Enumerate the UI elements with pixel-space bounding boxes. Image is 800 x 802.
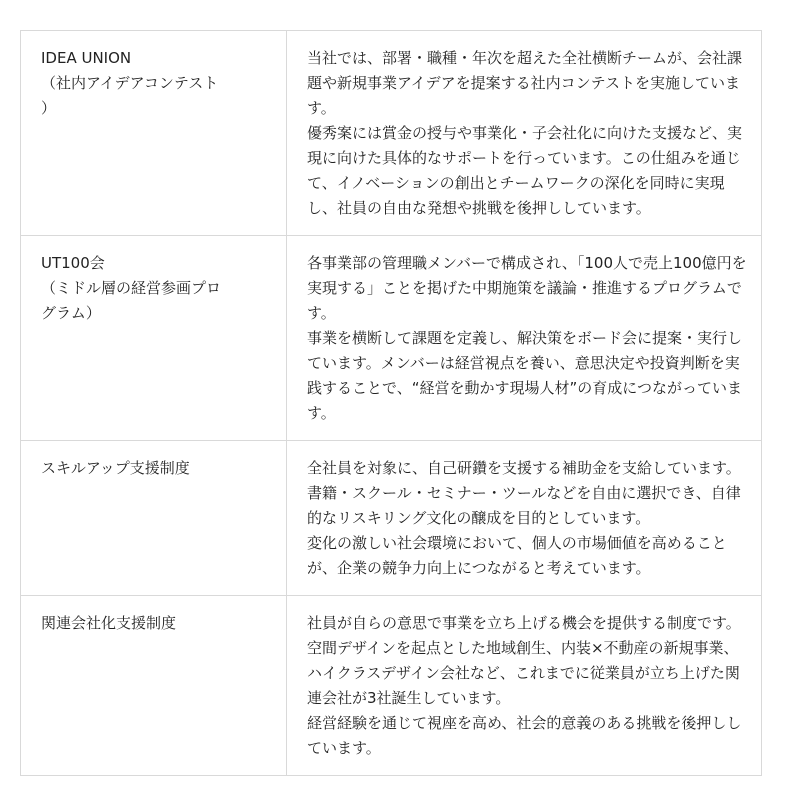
program-description-cell (287, 441, 762, 596)
program-name-line: UT100会 (41, 254, 105, 272)
description-paragraph: 優秀案には賞金の授与や事業化・子会社化に向けた支援など、実現に向けた具体的なサポートを行っています。この仕組みを通じて、イノベーションの創出とチームワークの深化を同時に実現し、社員の自由な発想や挑戦を後押ししています。 (307, 124, 743, 217)
program-name-line: スキルアップ支援制度 (41, 459, 190, 477)
program-description-cell (287, 236, 762, 441)
program-name-line: （ミドル層の経営参画プロ (41, 279, 222, 297)
description-paragraph: 社員が自らの意思で事業を立ち上げる機会を提供する制度です。空間デザインを起点とした地域創生、内装×不動産の新規事業、ハイクラスデザイン会社など、これまでに従業員が立ち上げた関連会社が3社誕生しています。 (307, 614, 741, 707)
program-name-cell (21, 31, 287, 236)
program-name-cell (21, 441, 287, 596)
program-table (20, 30, 762, 776)
description-paragraph: 事業を横断して課題を定義し、解決策をボード会に提案・実行しています。メンバーは経営視点を養い、意思決定や投資判断を実践することで、“経営を動かす現場人材”の育成につながっています。 (307, 329, 743, 422)
description-paragraph: 変化の激しい社会環境において、個人の市場価値を高めることが、企業の競争力向上につながると考えています。 (307, 534, 727, 577)
description-paragraph: 各事業部の管理職メンバーで構成され、「100人で売上100億円を実現する」ことを掲げた中期施策を議論・推進するプログラムです。 (307, 254, 747, 322)
program-description-cell (287, 31, 762, 236)
description-paragraph: 経営経験を通じて視座を高め、社会的意義のある挑戦を後押ししています。 (307, 714, 742, 757)
program-name-line: 関連会社化支援制度 (41, 614, 177, 632)
program-name-line: ） (41, 99, 57, 117)
program-name-line: グラム） (41, 304, 101, 322)
description-paragraph: 当社では、部署・職種・年次を超えた全社横断チームが、会社課題や新規事業アイデアを提案する社内コンテストを実施しています。 (307, 49, 743, 117)
program-description-cell (287, 596, 762, 776)
table-row (21, 236, 762, 441)
program-name-cell (21, 596, 287, 776)
table-row (21, 596, 762, 776)
description-paragraph: 全社員を対象に、自己研鑽を支援する補助金を支給しています。書籍・スクール・セミナー・ツールなどを自由に選択でき、自律的なリスキリング文化の醸成を目的としています。 (307, 459, 741, 527)
program-name-line: （社内アイデアコンテスト (41, 74, 219, 92)
table-row (21, 441, 762, 596)
program-name-line: IDEA UNION (41, 49, 132, 67)
program-name-cell (21, 236, 287, 441)
table-row (21, 31, 762, 236)
